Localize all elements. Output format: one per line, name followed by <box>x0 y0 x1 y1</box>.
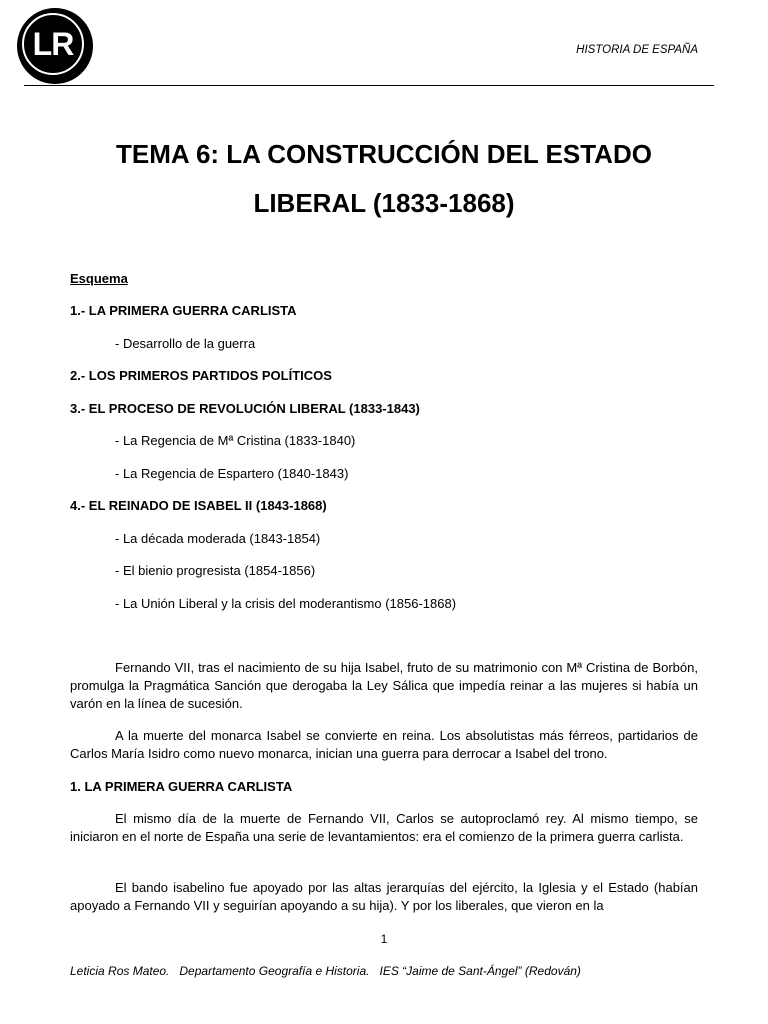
page-number: 1 <box>380 932 388 946</box>
outline-item-section-2: 2.- LOS PRIMEROS PARTIDOS POLÍTICOS <box>70 368 332 383</box>
outline-heading: Esquema <box>70 271 128 286</box>
outline-item-section-1: 1.- LA PRIMERA GUERRA CARLISTA <box>70 303 297 318</box>
outline-subitem: - Desarrollo de la guerra <box>115 336 256 351</box>
outline-item-section-4: 4.- EL REINADO DE ISABEL II (1843-1868) <box>70 498 327 513</box>
outline-subitem: - El bienio progresista (1854-1856) <box>115 563 316 578</box>
body-paragraph: A la muerte del monarca Isabel se convierte en reina. Los absolutistas más férreos, partidarios de Carlos María Isidro como nuevo monarca, inician una guerra para derrocar a Isabel del trono. <box>70 728 698 761</box>
logo-text: LR <box>32 25 74 62</box>
lr-logo <box>17 8 93 84</box>
outline-item-section-3: 3.- EL PROCESO DE REVOLUCIÓN LIBERAL (1833-1843) <box>70 401 420 416</box>
document-title-line-2: LIBERAL (1833-1868) <box>253 188 515 218</box>
outline-subitem: - La Unión Liberal y la crisis del moderantismo (1856-1868) <box>115 596 457 611</box>
document-title-line-1: TEMA 6: LA CONSTRUCCIÓN DEL ESTADO <box>116 139 652 169</box>
logo-ring <box>22 13 84 75</box>
section-heading: 1. LA PRIMERA GUERRA CARLISTA <box>70 779 293 794</box>
page-footer: Leticia Ros Mateo. Departamento Geografía e Historia. IES “Jaime de Sant-Ángel” (Redován) <box>70 964 581 978</box>
outline-subitem: - La Regencia de Mª Cristina (1833-1840) <box>115 433 356 448</box>
header-subject: HISTORIA DE ESPAÑA <box>576 44 698 56</box>
outline-subitem: - La década moderada (1843-1854) <box>115 531 321 546</box>
body-paragraph: El mismo día de la muerte de Fernando VII, Carlos se autoproclamó rey. Al mismo tiempo, se iniciaron en el norte de España una serie de levantamientos: era el comienzo de la primera guerra carlista. <box>70 811 698 844</box>
body-paragraph: El bando isabelino fue apoyado por las altas jerarquías del ejército, la Iglesia y el Estado (habían apoyado a Fernando VII y seguirían apoyando a su hija). Y por los liberales, que vieron en la <box>70 880 698 913</box>
header-divider <box>24 85 714 86</box>
body-paragraph: Fernando VII, tras el nacimiento de su hija Isabel, fruto de su matrimonio con Mª Cristina de Borbón, promulga la Pragmática Sanción que derogaba la Ley Sálica que impedía reinar a las mujeres si había un varón en la línea de sucesión. <box>70 660 698 711</box>
outline-subitem: - La Regencia de Espartero (1840-1843) <box>115 466 349 481</box>
